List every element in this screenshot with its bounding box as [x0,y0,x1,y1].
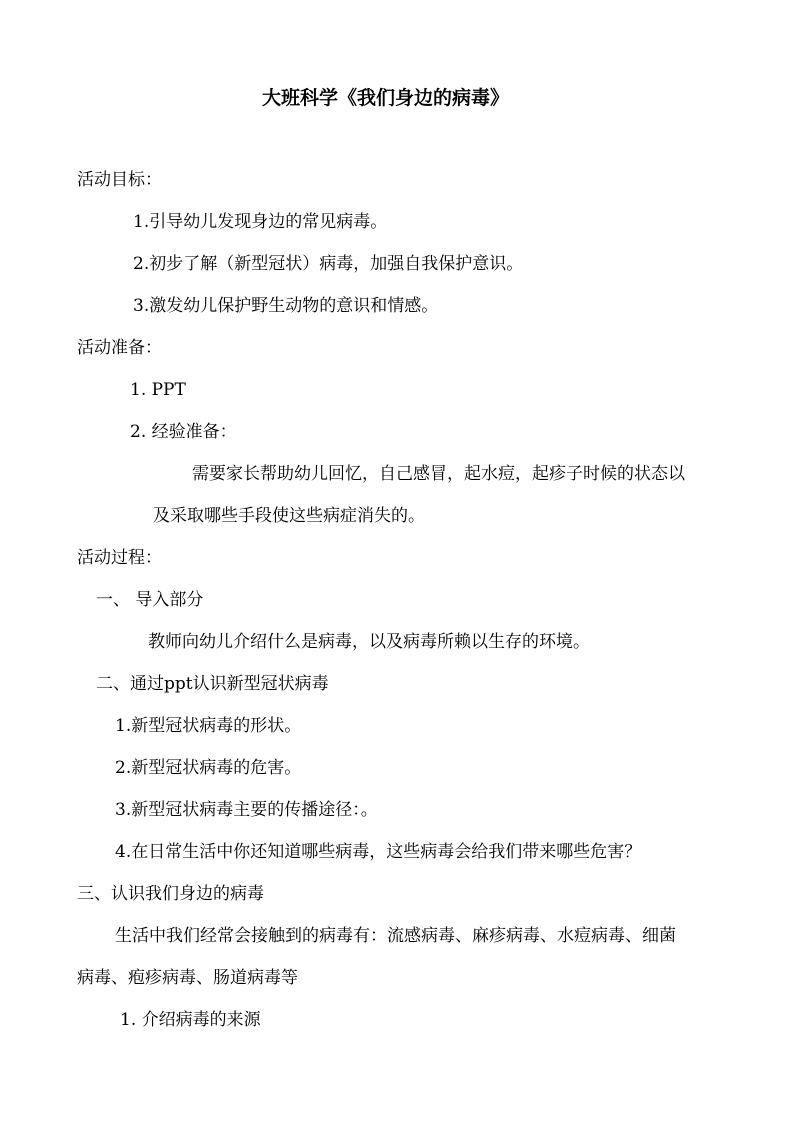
process-part3-item-1: 1. 介绍病毒的来源 [120,1010,261,1030]
goal-item-3: 3.激发幼儿保护野生动物的意识和情感。 [133,296,439,316]
section-heading-prep: 活动准备： [77,338,162,358]
document-title: 大班科学《我们身边的病毒》 [262,87,510,109]
process-part3-heading: 三、认识我们身边的病毒 [77,884,264,904]
process-part2-item-2: 2.新型冠状病毒的危害。 [115,758,302,778]
section-heading-goals: 活动目标： [77,170,162,190]
section-heading-process: 活动过程： [77,548,162,568]
process-part1-text: 教师向幼儿介绍什么是病毒，以及病毒所赖以生存的环境。 [148,632,590,652]
goal-item-2: 2.初步了解（新型冠状）病毒，加强自我保护意识。 [133,254,524,274]
prep-item-1: 1. PPT [130,380,186,400]
process-part1-heading: 一、 导入部分 [96,590,204,610]
process-part3-paragraph-line-2: 病毒、疱疹病毒、肠道病毒等 [77,968,298,988]
process-part3-paragraph-line-1: 生活中我们经常会接触到的病毒有：流感病毒、麻疹病毒、水痘病毒、细菌 [115,926,676,946]
prep-paragraph-line-1: 需要家长帮助幼儿回忆，自己感冒，起水痘，起疹子时候的状态以 [192,464,685,484]
process-part2-item-1: 1.新型冠状病毒的形状。 [115,716,302,736]
goal-item-1: 1.引导幼儿发现身边的常见病毒。 [133,212,388,232]
prep-item-2: 2. 经验准备： [130,422,237,442]
process-part2-heading: 二、通过ppt认识新型冠状病毒 [96,674,329,694]
process-part2-item-4: 4.在日常生活中你还知道哪些病毒，这些病毒会给我们带来哪些危害？ [115,842,642,862]
process-part2-item-3: 3.新型冠状病毒主要的传播途径：。 [115,800,378,820]
prep-paragraph-line-2: 及采取哪些手段使这些病症消失的。 [153,506,425,526]
